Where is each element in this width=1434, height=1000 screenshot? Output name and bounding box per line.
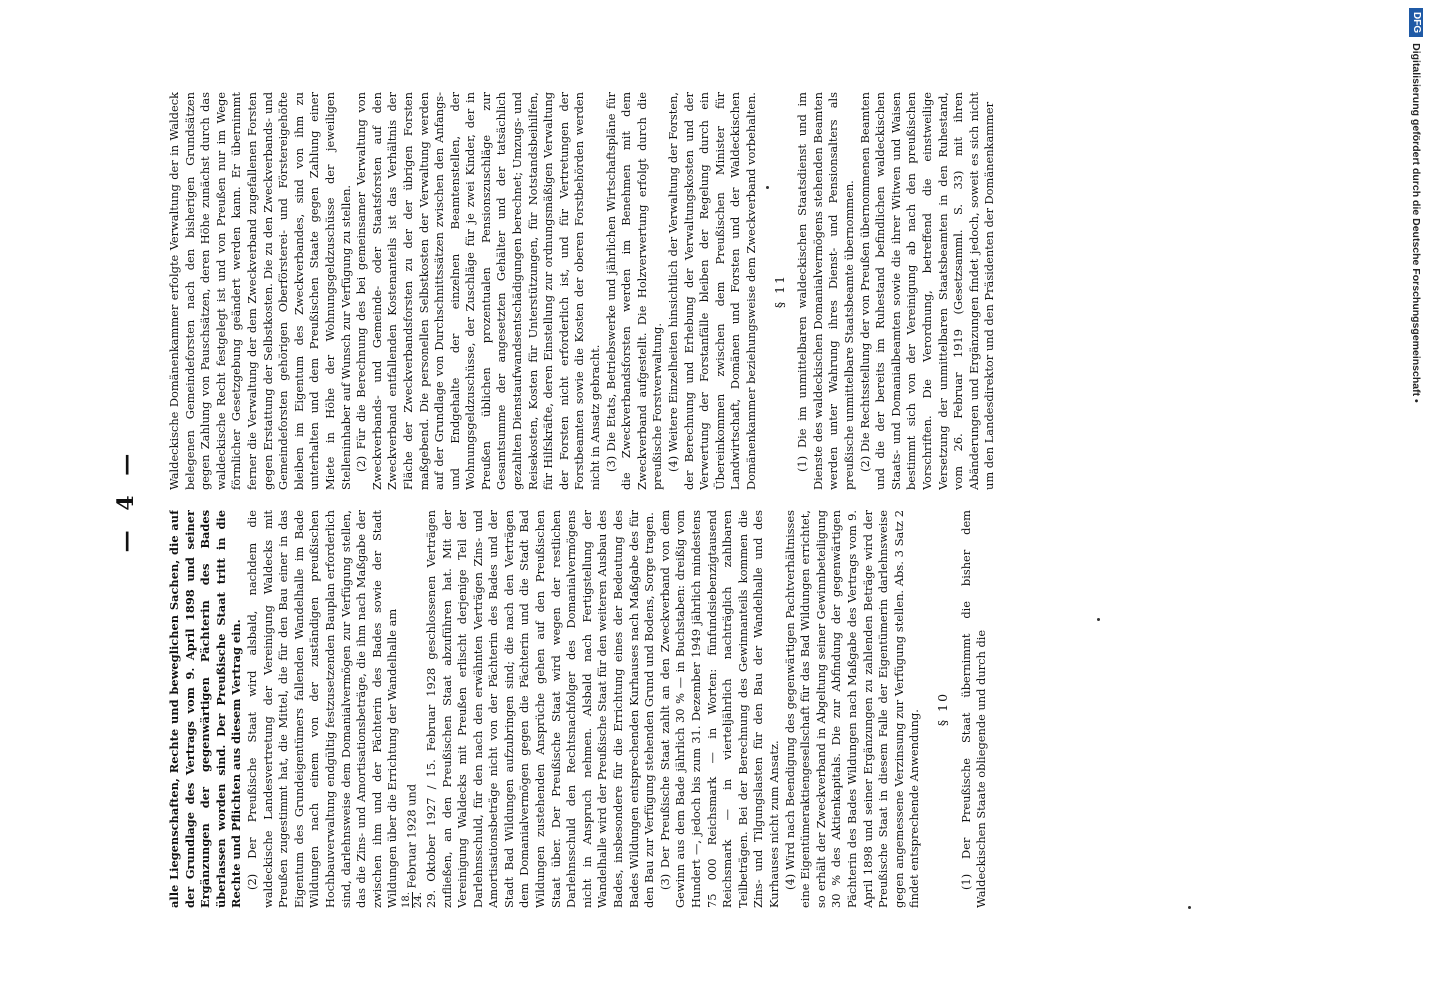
paragraph: (1) Die im unmittelbaren waldeckischen Staatsdienst und im Dienste des waldeckischen Domanialvermögens stehenden Beamten werden unter Wahrung ihres Dienst- und Pensionsalters als preußische unmittelbare Staatsbeamte übernommen.	[795, 92, 856, 490]
funding-note	[1402, 8, 1430, 992]
scan-speck	[1097, 618, 1100, 621]
paragraph: Waldeckische Domänenkammer erfolgte Verwaltung der in Waldeck belegenen Gemeindeforsten nach den bisherigen Grundsätzen gegen Zahlung von Pauschsätzen, deren Höhe zunächst durch das waldeckische Recht festgelegt ist und von Preußen nur im Wege förmlicher Gesetzgebung geändert werden kann. Er übernimmt ferner die Verwaltung der dem Zweckverband zugefallenen Forsten gegen Erstattung der Selbstkosten. Die zu den Zweckverbands- und Gemeindeforsten gehörigen Oberförsterei- und Förstereigehöfte bleiben im Eigentum des Zweckverbandes, sind von ihm zu unterhalten und dem Preußischen Staate gegen Zahlung einer Miete in Höhe der Wohnungsgeldzuschüsse der jeweiligen Stelleninhaber auf Wunsch zur Verfügung zu stellen.	[167, 92, 353, 490]
paragraph: (2) Die Rechtsstellung der von Preußen übernommenen Beamten und die der bereits im Ruhestand befindlichen waldeckischen Staats- und Domanialbeamten sowie die ihrer Witwen und Waisen bestimmt sich von der Vereinigung ab nach den preußischen Vorschriften. Die Verordnung, betreffend die einstweilige Versetzung der unmittelbaren Staatsbeamten in den Ruhestand, vom 26. Februar 1919 (Gesetzsamml. S. 33) mit ihren Abänderungen und Ergänzungen findet jedoch, soweit es sich nicht um den Landesdirektor und den Präsidenten der Domänenkammer	[857, 92, 997, 490]
section-heading: § 10	[934, 691, 950, 727]
fraction-denominator: 24.	[412, 892, 424, 908]
right-column	[167, 92, 1292, 490]
scan-speck	[766, 186, 769, 189]
paragraph: (4) Weitere Einzelheiten hinsichtlich der Verwaltung der Forsten, der Berechnung und Erhebung der Verwaltungskosten und der Verwertung der Forstanfälle bleiben der Regelung durch ein Übereinkommen zwischen dem Preußischen Minister für Landwirtschaft, Domänen und Forsten und der Waldeckischen Domänenkammer beziehungsweise dem Zweckverband vorbehalten.	[666, 92, 758, 490]
date-fraction	[401, 892, 424, 908]
paragraph: alle Liegenschaften, Rechte und beweglichen Sachen, die auf der Grundlage des Vertrags vom 9. April 1898 und seiner Ergänzungen der gegenwärtigen Pächterin des Bades überlassen worden sind. Der Preußische Staat tritt in die Rechte und Pflichten aus diesem Vertrag ein.	[167, 510, 244, 908]
paragraph: (3) Die Etats, Betriebswerke und jährlichen Wirtschaftspläne für die Zweckverbandsforsten werden im Benehmen mit dem Zweckverband aufgestellt. Die Holzverwertung erfolgt durch die preußische Forstverwaltung.	[603, 92, 665, 490]
section-heading: § 11	[771, 273, 787, 309]
fraction-trailing-text: Februar 1928 und	[404, 783, 419, 889]
paragraph-fraction-line	[401, 510, 424, 908]
paragraph: (4) Wird nach Beendigung des gegenwärtigen Pachtverhältnisses eine Eigentümeraktiengesellschaft für das Bad Wildungen errichtet, so erhält der Zweckverband in Abgeltung seiner Gewinnbeteiligung 30 % des Aktienkapitals. Die zur Abfindung der gegenwärtigen Pächterin des Bades Wildungen nach Maßgabe des Vertrags vom 9. April 1898 und seiner Ergänzungen zu zahlenden Beträge wird der Preußische Staat in diesem Falle der Eigentümerin darlehnsweise gegen angemessene Verzinsung zur Verfügung stellen. Abs. 3 Satz 2 findet entsprechende Anwendung.	[782, 510, 922, 908]
funding-note-text-wrap	[1405, 8, 1427, 992]
left-column	[167, 510, 1292, 908]
paragraph: (2) Für die Berechnung des bei gemeinsamer Verwaltung von Zweckverbands- und Gemeinde- oder Staatsforsten auf den Zweckverband entfallenden Kostenanteils ist das Verhältnis der Fläche der Zweckverbandsforsten zu der der übrigen Forsten maßgebend. Die personellen Selbstkosten der Verwaltung werden auf der Grundlage von Durchschnittssätzen zwischen den Anfangs- und Endgehalte der einzelnen Beamtenstellen, der Wohnungsgeldzuschüsse, der Zuschläge für je zwei Kinder, der in Preußen üblichen prozentualen Pensionszuschläge zur Gesamtsumme der angesetzten Gehälter und der tatsächlich gezahlten Dienstaufwandsentschädigungen berechnet; Umzugs- und Reisekosten, Kosten für Unterstützungen, für Notstandsbeihilfen, für Hilfskräfte, deren Einstellung zur ordnungsmäßigen Verwaltung der Forsten nicht erforderlich ist, und für Vertretungen der Forstbeamten sowie die Kosten der oberen Forstbehörden werden nicht in Ansatz gebracht.	[354, 92, 603, 490]
paragraph: (2) Der Preußische Staat wird alsbald, nachdem die waldeckische Landesvertretung der Vereinigung Waldecks mit Preußen zugestimmt hat, die Mittel, die für den Bau einer in das Eigentum des Grundeigentümers fallenden Wandelhalle im Bade Wildungen nach einem von der zuständigen preußischen Hochbauverwaltung endgültig festzusetzenden Bauplan erforderlich sind, darlehnsweise dem Domanialvermögen zur Verfügung stellen, das die Zins- und Amortisationsbeträge, die ihm nach Maßgabe der zwischen ihm und der Pächterin des Bades sowie der Stadt Wildungen über die Errichtung der Wandelhalle am	[244, 510, 400, 908]
funding-note-text: Digitalisierung gefördert durch die Deutsche Forschungsgemeinschaft •	[1410, 43, 1422, 403]
paragraph: (3) Der Preußische Staat zahlt an den Zweckverband von dem Gewinn aus dem Bade jährlich 30 % — in Buchstaben: dreißig vom Hundert —, jedoch bis zum 31. Dezember 1949 jährlich mindestens 75 000 Reichsmark — in Worten: fünfundsiebenzigtausend Reichsmark — in vierteljährlich nachträglich zahlbaren Teilbeträgen. Bei der Berechnung des Gewinnanteils kommen die Zins- und Tilgungslasten für den Bau der Wandelhalle und des Kurhauses nicht zum Ansatz.	[657, 510, 781, 908]
scan-speck	[1188, 906, 1191, 909]
fraction-numerator: 18.	[400, 892, 412, 908]
document-page	[107, 80, 1307, 920]
paragraph: 29. Oktober 1927 / 15. Februar 1928 geschlossenen Verträgen zufließen, an den Preußischen Staat abzuführen hat. Mit der Vereinigung Waldecks mit Preußen erlischt derjenige Teil der Darlehnsschuld, für den nach den erwähnten Verträgen Zins- und Amortisationsbeträge nicht von der Pächterin des Bades und der Stadt Bad Wildungen aufzubringen sind; die nach den Verträgen dem Domanialvermögen gegen die Pächterin und die Stadt Bad Wildungen zustehenden Ansprüche gehen auf den Preußischen Staat über. Der Preußische Staat wird wegen der restlichen Darlehnsschuld den Rechtsnachfolger des Domanialvermögens nicht in Anspruch nehmen. Alsbald nach Fertigstellung der Wandelhalle wird der Preußische Staat für den weiteren Ausbau des Bades, insbesondere für die Errichtung eines der Bedeutung des Bades Wildungen entsprechenden Kurhauses nach Maßgabe des für den Bau zur Verfügung stehenden Grund und Bodens, Sorge tragen.	[423, 510, 657, 908]
page-number: — 4 —	[113, 447, 139, 553]
dfg-logo: DFG	[1409, 8, 1423, 37]
paragraph: (1) Der Preußische Staat übernimmt die bisher dem Waldeckischen Staate obliegende und durch die	[958, 510, 989, 908]
